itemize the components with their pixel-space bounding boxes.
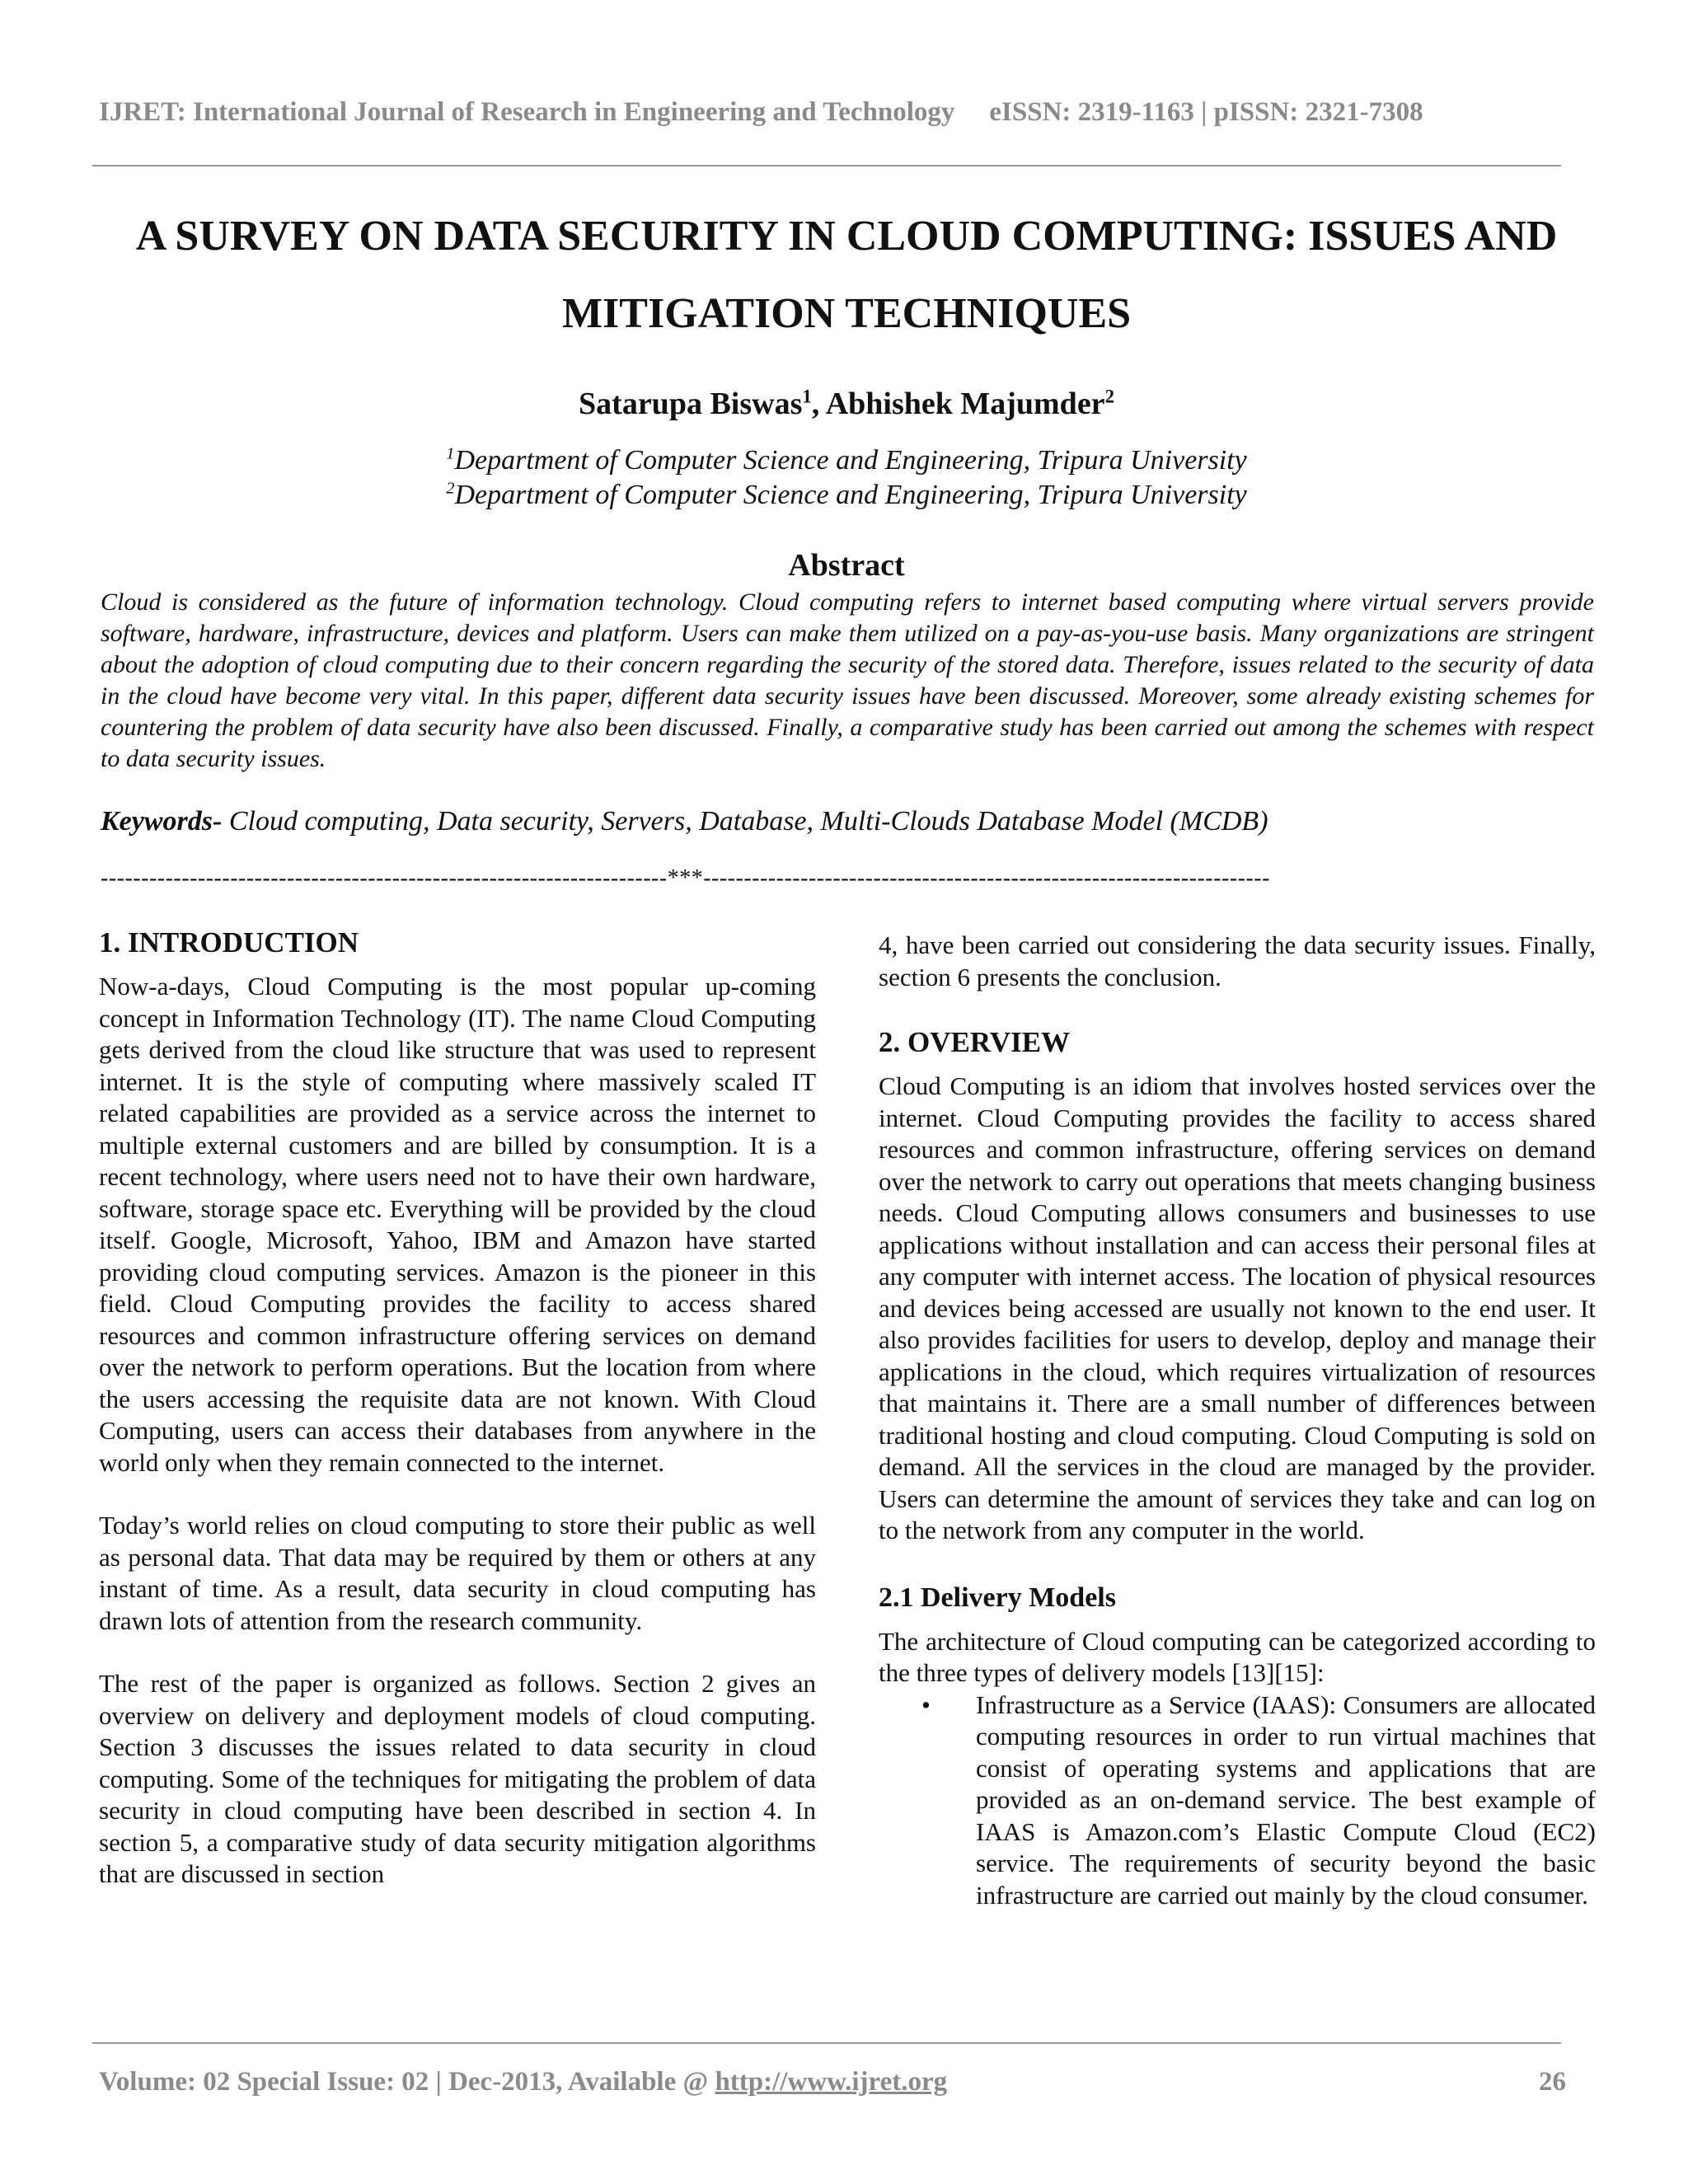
author-2-affil-mark: 2	[1104, 386, 1114, 407]
page-number: 26	[1539, 2067, 1566, 2097]
delivery-models-list	[879, 1690, 1596, 1912]
paper-title	[92, 198, 1601, 353]
keywords-label: Keywords-	[101, 806, 223, 837]
author-2: Abhishek Majumder	[825, 387, 1105, 421]
keywords-text: Cloud computing, Data security, Servers, Database, Multi-Clouds Database Model (MCDB)	[222, 806, 1268, 837]
author-list	[92, 386, 1601, 422]
author-1: Satarupa Biswas	[579, 387, 803, 421]
abstract-text: Cloud is considered as the future of information technology. Cloud computing refers to internet based computing where virtual servers provide software, hardware, infrastructure, devices and platform. Users can make them utilized on a pay-as-you-use basis. Many organizations are stringent about the adoption of cloud computing due to their concern regarding the security of the stored data. Therefore, issues related to the security of data in the cloud have become very vital. In this paper, different data security issues have been discussed. Moreover, some already existing schemes for countering the problem of data security have also been discussed. Finally, a comparative study has been carried out among the schemes with respect to data security issues.	[101, 588, 1594, 772]
affiliation-1-text: Department of Computer Science and Engineering, Tripura University	[454, 445, 1247, 476]
journal-name: IJRET: International Journal of Research in Engineering and Technology	[99, 97, 955, 127]
affiliation-1	[92, 443, 1601, 478]
section-1-paragraph-2: Today’s world relies on cloud computing to store their public as well as personal data. That data may be required by them or others at any instant of time. As a result, data security in cloud computing has drawn lots of attention from the research community.	[99, 1511, 816, 1635]
affiliation-2-text: Department of Computer Science and Engineering, Tripura University	[454, 480, 1247, 510]
list-item	[921, 1690, 1596, 1912]
title-line-1: A SURVEY ON DATA SECURITY IN CLOUD COMPUTING: ISSUES AND	[135, 213, 1558, 260]
keywords	[101, 806, 1594, 837]
section-1-paragraph-1: Now-a-days, Cloud Computing is the most popular up-coming concept in Information Technology (IT). The name Cloud Computing gets derived from the cloud like structure that was used to represent internet. It is the style of computing where massively scaled IT related capabilities are provided as a service across the internet to multiple external customers and are billed by consumption. It is a recent technology, where users need not to have their own hardware, software, storage space etc. Everything will be provided by the cloud itself. Google, Microsoft, Yahoo, IBM and Amazon have started providing cloud computing services. Amazon is the pioneer in this field. Cloud Computing provides the facility to access shared resources and common infrastructure offering services on demand over the network to perform operations. But the location from where the users accessing the requisite data are not known. With Cloud Computing, users can access their databases from anywhere in the world only when they remain connected to the internet.	[99, 972, 816, 1477]
journal-link[interactable]: http://www.ijret.org	[715, 2067, 948, 2097]
author-separator: ,	[811, 387, 826, 421]
section-separator: ----------------------------------------------------------------------***----------------------------------------------------------------------	[101, 865, 1270, 891]
affiliation-1-mark: 1	[446, 444, 455, 463]
right-column	[879, 930, 1596, 1911]
issn-numbers: eISSN: 2319-1163 | pISSN: 2321-7308	[989, 97, 1423, 127]
affiliations	[92, 443, 1601, 513]
affiliation-2	[92, 478, 1601, 513]
title-line-2: MITIGATION TECHNIQUES	[561, 290, 1132, 337]
section-1-paragraph-3: The rest of the paper is organized as follows. Section 2 gives an overview on delivery and deployment models of cloud computing. Section 3 discusses the issues related to data security in cloud computing. Some of the techniques for mitigating the problem of data security in cloud computing have been described in section 4. In section 5, a comparative study of data security mitigation algorithms that are discussed in section	[99, 1669, 816, 1888]
section-2-1-heading: 2.1 Delivery Models	[879, 1582, 1116, 1613]
section-2-paragraph: Cloud Computing is an idiom that involves hosted services over the internet. Cloud Computing provides the facility to access shared resources and common infrastructure, offering services on demand over the network to carry out operations that meets changing business needs. Cloud Computing allows consumers and businesses to use applications without installation and can access their personal files at any computer with internet access. The location of physical resources and devices being accessed are usually not known to the end user. It also provides facilities for users to develop, deploy and manage their applications in the cloud, which requires virtualization of resources that maintains it. There are a small number of differences between traditional hosting and cloud computing. Cloud Computing is sold on demand. All the services in the cloud are managed by the provider. Users can determine the amount of services they take and can log on to the network from any computer in the world.	[879, 1071, 1596, 1544]
running-footer	[99, 2067, 1566, 2097]
footer-rule	[92, 2042, 1561, 2044]
left-column	[99, 926, 816, 1891]
header-rule	[92, 165, 1561, 166]
section-2-1-paragraph: The architecture of Cloud computing can be categorized according to the three types of delivery models [13][15]:	[879, 1626, 1596, 1687]
affiliation-2-mark: 2	[446, 479, 455, 498]
section-1-continuation: 4, have been carried out considering the data security issues. Finally, section 6 presents the conclusion.	[879, 930, 1596, 991]
author-1-affil-mark: 1	[802, 386, 812, 407]
footer-volume: Volume: 02 Special Issue: 02 | Dec-2013, Available @	[99, 2067, 715, 2097]
running-header	[99, 97, 1558, 128]
section-2-heading: 2. OVERVIEW	[879, 1026, 1071, 1058]
abstract-heading: Abstract	[788, 548, 905, 583]
bullet-icon: •	[921, 1690, 931, 1719]
list-item-text: Infrastructure as a Service (IAAS): Consumers are allocated computing resources in order to run virtual machines that consist of operating systems and applications that are provided as an on-demand service. The best example of IAAS is Amazon.com’s Elastic Compute Cloud (EC2) service. The requirements of security beyond the basic infrastructure are carried out mainly by the cloud consumer.	[976, 1690, 1596, 1910]
section-1-heading: 1. INTRODUCTION	[99, 926, 359, 958]
